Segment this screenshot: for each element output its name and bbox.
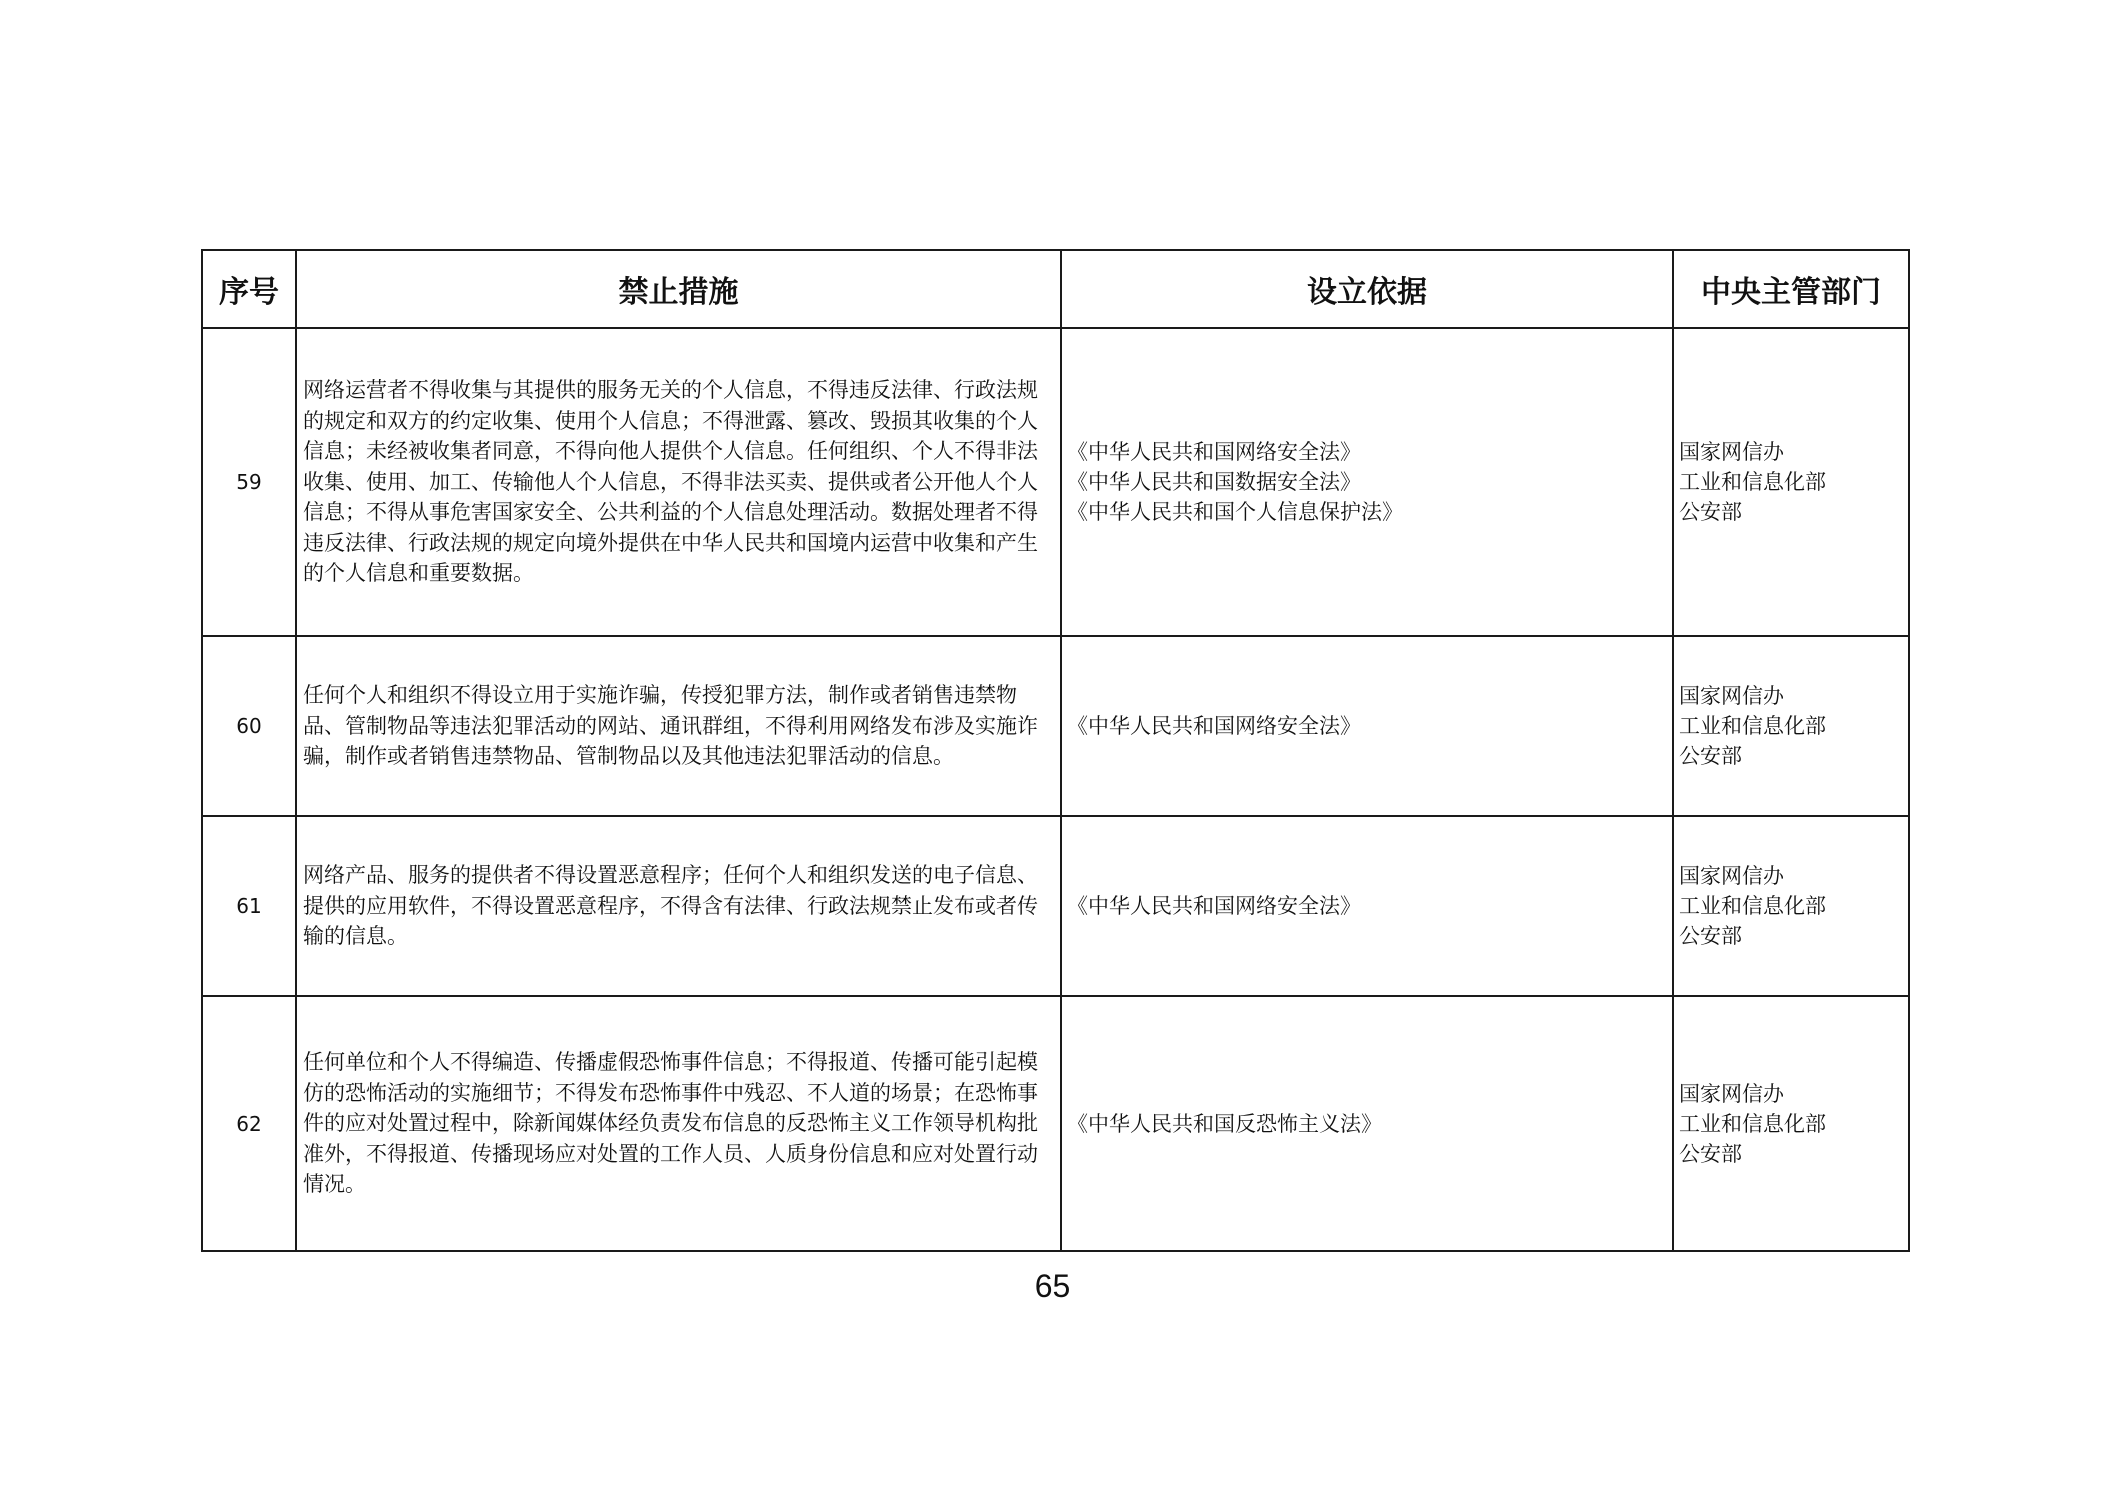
header-basis: 设立依据 xyxy=(1061,250,1673,328)
measure-text: 网络运营者不得收集与其提供的服务无关的个人信息，不得违反法律、行政法规的规定和双方的约定收集、使用个人信息；不得泄露、篡改、毁损其收集的个人信息；未经被收集者同意，不得向他人提供个人信息。任何组织、个人不得非法收集、使用、加工、传输他人个人信息，不得非法买卖、提供或者公开他人个人信息；不得从事危害国家安全、公共利益的个人信息处理活动。数据处理者不得违反法律、行政法规的规定向境外提供在中华人民共和国境内运营中收集和产生的个人信息和重要数据。 xyxy=(296,328,1061,636)
header-no: 序号 xyxy=(202,250,296,328)
row-number: 61 xyxy=(202,816,296,996)
dept-name: 工业和信息化部 xyxy=(1679,714,1826,738)
page-number: 65 xyxy=(1034,1268,1071,1304)
dept-name: 公安部 xyxy=(1679,924,1742,948)
dept-cell xyxy=(1673,816,1909,996)
basis-law: 《中华人民共和国网络安全法》 xyxy=(1067,440,1361,464)
basis-law: 《中华人民共和国数据安全法》 xyxy=(1067,470,1361,494)
table-header-row xyxy=(202,250,1909,328)
basis-cell xyxy=(1061,816,1673,996)
dept-name: 国家网信办 xyxy=(1679,440,1784,464)
table-row xyxy=(202,816,1909,996)
dept-name: 公安部 xyxy=(1679,1141,1742,1166)
dept-name: 国家网信办 xyxy=(1679,684,1784,708)
dept-name: 国家网信办 xyxy=(1679,864,1784,888)
measure-text: 任何个人和组织不得设立用于实施诈骗，传授犯罪方法，制作或者销售违禁物品、管制物品等违法犯罪活动的网站、通讯群组，不得利用网络发布涉及实施诈骗，制作或者销售违禁物品、管制物品以及其他违法犯罪活动的信息。 xyxy=(296,636,1061,816)
table-row xyxy=(202,996,1909,1251)
row-number: 59 xyxy=(202,328,296,636)
dept-cell xyxy=(1673,996,1909,1251)
prohibition-table xyxy=(201,249,1910,1252)
header-dept: 中央主管部门 xyxy=(1673,250,1909,328)
basis-cell xyxy=(1061,328,1673,636)
measure-text: 网络产品、服务的提供者不得设置恶意程序；任何个人和组织发送的电子信息、提供的应用软件，不得设置恶意程序，不得含有法律、行政法规禁止发布或者传输的信息。 xyxy=(296,816,1061,996)
basis-law: 《中华人民共和国反恐怖主义法》 xyxy=(1067,1111,1382,1136)
dept-name: 工业和信息化部 xyxy=(1679,894,1826,918)
basis-law: 《中华人民共和国网络安全法》 xyxy=(1067,714,1361,738)
dept-name: 公安部 xyxy=(1679,500,1742,524)
basis-law: 《中华人民共和国网络安全法》 xyxy=(1067,894,1361,918)
table-row xyxy=(202,328,1909,636)
basis-cell xyxy=(1061,636,1673,816)
measure-text: 任何单位和个人不得编造、传播虚假恐怖事件信息；不得报道、传播可能引起模仿的恐怖活动的实施细节；不得发布恐怖事件中残忍、不人道的场景；在恐怖事件的应对处置过程中，除新闻媒体经负责发布信息的反恐怖主义工作领导机构批准外，不得报道、传播现场应对处置的工作人员、人质身份信息和应对处置行动情况。 xyxy=(296,996,1061,1251)
header-measure: 禁止措施 xyxy=(296,250,1061,328)
table-row xyxy=(202,636,1909,816)
dept-name: 工业和信息化部 xyxy=(1679,470,1826,494)
dept-cell xyxy=(1673,636,1909,816)
row-number: 62 xyxy=(202,996,296,1251)
row-number: 60 xyxy=(202,636,296,816)
dept-name: 工业和信息化部 xyxy=(1679,1111,1826,1136)
dept-name: 公安部 xyxy=(1679,744,1742,768)
dept-cell xyxy=(1673,328,1909,636)
basis-cell xyxy=(1061,996,1673,1251)
basis-law: 《中华人民共和国个人信息保护法》 xyxy=(1067,500,1403,524)
dept-name: 国家网信办 xyxy=(1679,1081,1784,1106)
